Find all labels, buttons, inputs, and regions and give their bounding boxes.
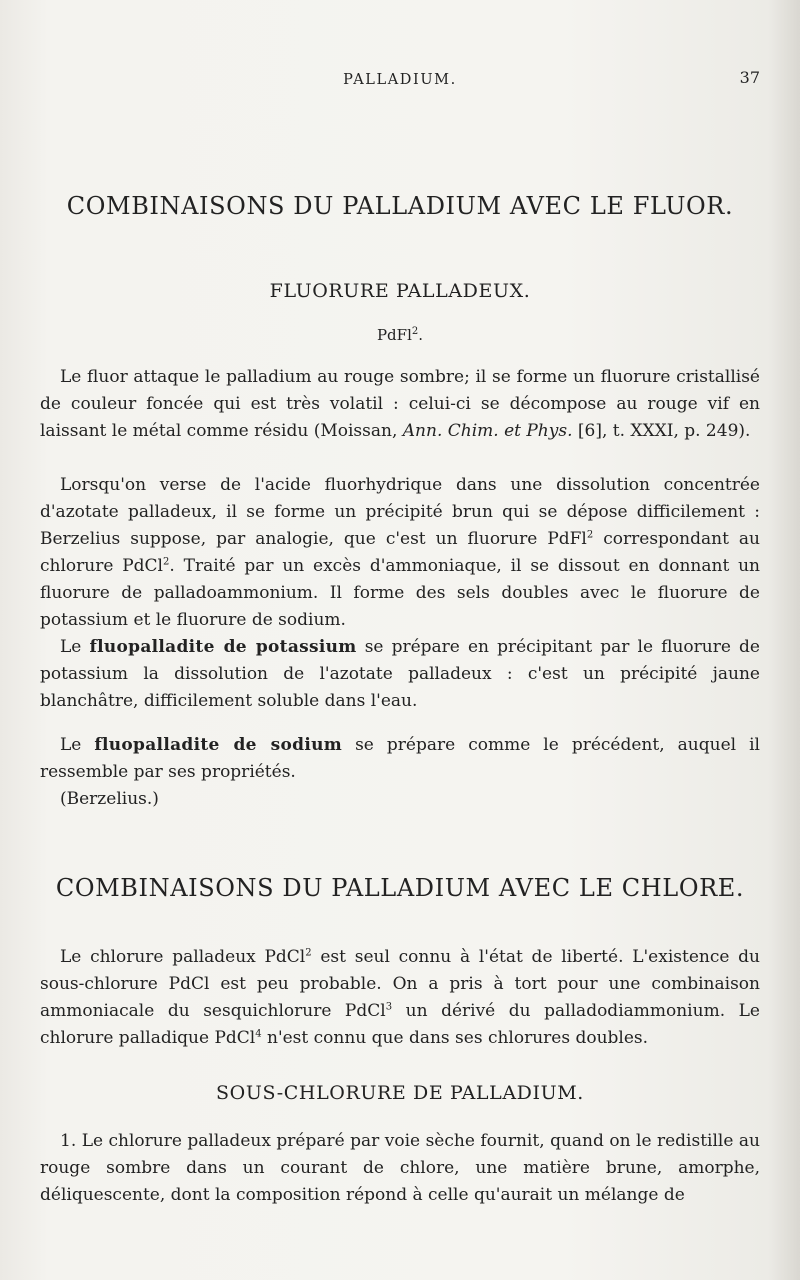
- running-head: [40, 64, 760, 94]
- superscript: 2: [305, 947, 312, 959]
- superscript: 2: [586, 529, 594, 541]
- section-title-fluor: COMBINAISONS DU PALLADIUM AVEC LE FLUOR.: [66, 192, 734, 220]
- text-segment: [6], t. XXXI, p. 249).: [572, 421, 751, 441]
- paragraph-fluopalladite-sodium: [40, 732, 760, 786]
- text-segment: Le: [60, 637, 90, 657]
- text-segment: se prépare en précipitant par le fluorure de potassium la dissolution de l'azotate palladeux : c'est un précipité jaune blanchâtre, difficilement soluble dans l'eau.: [40, 637, 760, 711]
- formula-end: .: [418, 326, 424, 344]
- text-segment: Lorsqu'on verse de l'acide fluorhydrique dans une dissolution concentrée d'azotate palladeux, il se forme un précipité brun qui se dépose difficilement : Berzelius suppose, par analogie, que c'est un fluorure PdFl: [40, 475, 760, 549]
- term-fluopalladite-potassium: fluopalladite de potassium: [89, 637, 357, 657]
- paragraph-sous-chlorure-1: 1. Le chlorure palladeux préparé par voie sèche fournit, quand on le redistille au rouge sombre dans un courant de chlore, une matière brune, amorphe, déliquescente, dont la composition répond à celle qu'aurait un mélange de: [40, 1131, 760, 1205]
- paragraph-acide-fluorhydrique: [40, 472, 760, 634]
- paragraph-fluor-attack: [40, 364, 760, 445]
- running-title: PALLADIUM.: [343, 72, 457, 88]
- subsection-title-sous-chlorure: SOUS-CHLORURE DE PALLADIUM.: [216, 1082, 584, 1104]
- text-segment: n'est connu que dans ses chlorures doubles.: [261, 1028, 649, 1048]
- page-number: 37: [739, 68, 760, 87]
- journal-citation: Ann. Chim. et Phys.: [402, 421, 573, 441]
- formula-subscript: 2: [411, 326, 419, 337]
- term-fluopalladite-sodium: fluopalladite de sodium: [94, 735, 343, 755]
- text-segment: correspondant au chlorure PdCl: [40, 529, 760, 576]
- attribution-berzelius: (Berzelius.): [60, 789, 159, 809]
- superscript: 4: [255, 1028, 262, 1040]
- formula-base: PdFl: [376, 326, 412, 344]
- text-segment: se prépare comme le précédent, auquel il ressemble par ses propriétés.: [40, 735, 760, 782]
- subsection-title-fluorure-palladeux: FLUORURE PALLADEUX.: [269, 280, 531, 302]
- text-segment: Le fluor attaque le palladium au rouge sombre; il se forme un fluorure cristallisé de couleur foncée qui est très volatil : celui-ci se décompose au rouge vif en laissant le métal comme résidu (Moissan,: [40, 367, 760, 441]
- text-segment: un dérivé du palladodiammonium. Le chlorure palladique PdCl: [40, 1001, 760, 1048]
- section-title-chlore: COMBINAISONS DU PALLADIUM AVEC LE CHLORE.: [55, 874, 745, 902]
- paragraph-chlorure-palladeux: [40, 944, 760, 1052]
- text-segment: Le chlorure palladeux PdCl: [60, 947, 306, 967]
- paragraph-fluopalladite-potassium: [40, 634, 760, 715]
- text-segment: est seul connu à l'état de liberté. L'existence du sous-chlorure PdCl est peu probable. On a pris à tort pour une combinaison ammoniacale du sesquichlorure PdCl: [40, 947, 760, 1021]
- text-segment: . Traité par un excès d'ammoniaque, il se dissout en donnant un fluorure de palladoammonium. Il forme des sels doubles avec le fluorure de potassium et le fluorure de sodium.: [40, 556, 761, 630]
- text-segment: Le: [60, 735, 95, 755]
- superscript: 3: [385, 1001, 393, 1013]
- superscript: 2: [163, 556, 170, 568]
- formula-pdfl2: [40, 326, 760, 344]
